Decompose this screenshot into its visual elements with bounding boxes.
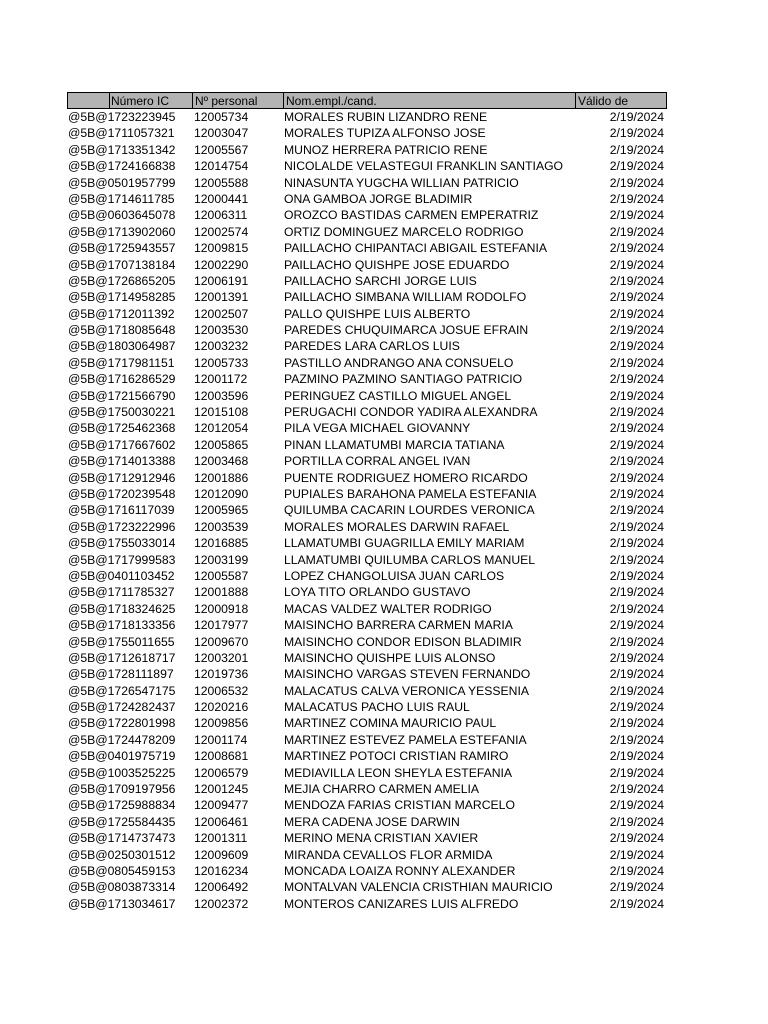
cell-valid-from: 2/19/2024 — [609, 241, 664, 256]
cell-name: PAREDES LARA CARLOS LUIS — [284, 339, 460, 354]
cell-numero-ic: @5B@1803064987 — [68, 339, 176, 354]
cell-personal: 12003232 — [194, 339, 249, 354]
cell-numero-ic: @5B@0805459153 — [68, 863, 176, 878]
cell-name: MAISINCHO QUISHPE LUIS ALONSO — [284, 650, 496, 665]
cell-personal: 12002290 — [194, 257, 249, 272]
cell-valid-from: 2/19/2024 — [609, 667, 664, 682]
cell-personal: 12020216 — [194, 700, 249, 715]
cell-personal: 12003530 — [194, 323, 249, 338]
cell-numero-ic: @5B@1724282437 — [68, 700, 176, 715]
cell-numero-ic: @5B@1717981151 — [68, 355, 175, 370]
table-row — [67, 584, 667, 600]
cell-personal: 12019736 — [194, 667, 249, 682]
cell-personal: 12005965 — [194, 503, 249, 518]
cell-numero-ic: @5B@0501957799 — [68, 175, 176, 190]
cell-personal: 12001174 — [194, 732, 248, 747]
cell-personal: 12015108 — [194, 405, 249, 420]
cell-valid-from: 2/19/2024 — [609, 847, 664, 862]
table-row — [67, 552, 667, 568]
cell-valid-from: 2/19/2024 — [609, 323, 664, 338]
cell-valid-from: 2/19/2024 — [609, 159, 664, 174]
table-row — [67, 191, 667, 207]
cell-personal: 12009815 — [194, 241, 249, 256]
cell-name: MORALES RUBIN LIZANDRO RENE — [284, 110, 488, 124]
cell-numero-ic: @5B@1717667602 — [68, 437, 176, 452]
cell-valid-from: 2/19/2024 — [609, 208, 664, 223]
cell-name: PINAN LLAMATUMBI MARCIA TATIANA — [284, 437, 505, 452]
table-row — [67, 814, 667, 830]
cell-numero-ic: @5B@1718324625 — [68, 601, 176, 616]
cell-valid-from: 2/19/2024 — [609, 716, 664, 731]
cell-numero-ic: @5B@1724478209 — [68, 732, 176, 747]
table-row — [67, 273, 667, 289]
cell-personal: 12001311 — [194, 831, 248, 846]
table-row — [67, 863, 667, 879]
table-row — [67, 224, 667, 240]
cell-valid-from: 2/19/2024 — [609, 110, 664, 124]
cell-valid-from: 2/19/2024 — [609, 618, 664, 633]
cell-name: ORTIZ DOMINGUEZ MARCELO RODRIGO — [284, 224, 524, 239]
cell-numero-ic: @5B@1711785327 — [68, 585, 175, 600]
table-row — [67, 338, 667, 354]
cell-name: MERINO MENA CRISTIAN XAVIER — [284, 831, 479, 846]
cell-valid-from: 2/19/2024 — [609, 831, 664, 846]
cell-numero-ic: @5B@1718085648 — [68, 323, 176, 338]
column-divider — [283, 93, 284, 108]
cell-name: LOYA TITO ORLANDO GUSTAVO — [284, 585, 471, 600]
cell-personal: 12001391 — [194, 290, 249, 305]
cell-valid-from: 2/19/2024 — [609, 175, 664, 190]
cell-personal: 12014754 — [194, 159, 249, 174]
cell-valid-from: 2/19/2024 — [609, 273, 664, 288]
cell-personal: 12009609 — [194, 847, 249, 862]
cell-numero-ic: @5B@1713034617 — [68, 896, 176, 911]
header-numero-ic: Número IC — [111, 94, 170, 108]
cell-valid-from: 2/19/2024 — [609, 421, 664, 436]
cell-valid-from: 2/19/2024 — [609, 650, 664, 665]
cell-personal: 12006191 — [194, 273, 249, 288]
cell-numero-ic: @5B@1723222996 — [68, 519, 176, 534]
cell-personal: 12000441 — [194, 191, 249, 206]
cell-valid-from: 2/19/2024 — [609, 224, 664, 239]
cell-valid-from: 2/19/2024 — [609, 405, 664, 420]
table-row — [67, 797, 667, 813]
cell-numero-ic: @5B@1714737473 — [68, 831, 176, 846]
cell-numero-ic: @5B@1713351342 — [68, 142, 176, 157]
cell-personal: 12005567 — [194, 142, 249, 157]
cell-valid-from: 2/19/2024 — [609, 290, 664, 305]
cell-valid-from: 2/19/2024 — [609, 798, 664, 813]
cell-numero-ic: @5B@1717999583 — [68, 552, 176, 567]
cell-numero-ic: @5B@0401103452 — [68, 568, 175, 583]
cell-valid-from: 2/19/2024 — [609, 503, 664, 518]
table-row — [67, 683, 667, 699]
cell-valid-from: 2/19/2024 — [609, 749, 664, 764]
table-row — [67, 781, 667, 797]
cell-name: MAISINCHO VARGAS STEVEN FERNANDO — [284, 667, 531, 682]
table-row — [67, 748, 667, 764]
cell-name: PUPIALES BARAHONA PAMELA ESTEFANIA — [284, 486, 537, 501]
column-divider — [575, 93, 576, 108]
table-row — [67, 519, 667, 535]
cell-numero-ic: @5B@1003525225 — [68, 765, 176, 780]
cell-valid-from: 2/19/2024 — [609, 683, 664, 698]
cell-numero-ic: @5B@1712912946 — [68, 470, 176, 485]
cell-name: PUENTE RODRIGUEZ HOMERO RICARDO — [284, 470, 528, 485]
table-row — [67, 109, 667, 125]
cell-numero-ic: @5B@1755011655 — [68, 634, 175, 649]
cell-numero-ic: @5B@1716286529 — [68, 372, 176, 387]
cell-name: PAILLACHO QUISHPE JOSE EDUARDO — [284, 257, 510, 272]
cell-valid-from: 2/19/2024 — [609, 191, 664, 206]
cell-personal: 12009670 — [194, 634, 249, 649]
cell-name: OROZCO BASTIDAS CARMEN EMPERATRIZ — [284, 208, 539, 223]
table-row — [67, 732, 667, 748]
cell-name: PILA VEGA MICHAEL GIOVANNY — [284, 421, 471, 436]
cell-numero-ic: @5B@0603645078 — [68, 208, 176, 223]
table-row — [67, 666, 667, 682]
table-row — [67, 322, 667, 338]
cell-personal: 12005588 — [194, 175, 249, 190]
cell-valid-from: 2/19/2024 — [609, 634, 664, 649]
table-row — [67, 158, 667, 174]
employee-table — [67, 92, 667, 912]
cell-numero-ic: @5B@1721566790 — [68, 388, 176, 403]
table-row — [67, 699, 667, 715]
header-name: Nom.empl./cand. — [286, 94, 377, 108]
table-row — [67, 601, 667, 617]
cell-valid-from: 2/19/2024 — [609, 585, 664, 600]
table-row — [67, 896, 667, 912]
cell-name: LLAMATUMBI QUILUMBA CARLOS MANUEL — [284, 552, 536, 567]
cell-name: MEJIA CHARRO CARMEN AMELIA — [284, 782, 480, 797]
cell-personal: 12012090 — [194, 486, 249, 501]
cell-valid-from: 2/19/2024 — [609, 880, 664, 895]
cell-valid-from: 2/19/2024 — [609, 257, 664, 272]
table-row — [67, 355, 667, 371]
cell-personal: 12005587 — [194, 568, 249, 583]
cell-numero-ic: @5B@1750030221 — [68, 405, 176, 420]
table-row — [67, 568, 667, 584]
cell-valid-from: 2/19/2024 — [609, 863, 664, 878]
cell-numero-ic: @5B@1707138184 — [68, 257, 176, 272]
cell-name: MORALES TUPIZA ALFONSO JOSE — [284, 126, 486, 141]
cell-valid-from: 2/19/2024 — [609, 470, 664, 485]
cell-personal: 12008681 — [194, 749, 249, 764]
cell-personal: 12003201 — [194, 650, 249, 665]
header-personal: Nº personal — [195, 94, 258, 108]
table-row — [67, 453, 667, 469]
cell-name: MARTINEZ POTOCI CRISTIAN RAMIRO — [284, 749, 509, 764]
cell-numero-ic: @5B@0250301512 — [68, 847, 176, 862]
table-row — [67, 830, 667, 846]
cell-valid-from: 2/19/2024 — [609, 142, 664, 157]
cell-personal: 12003199 — [194, 552, 249, 567]
cell-personal: 12006461 — [194, 814, 249, 829]
cell-valid-from: 2/19/2024 — [609, 536, 664, 551]
table-row — [67, 257, 667, 273]
cell-valid-from: 2/19/2024 — [609, 782, 664, 797]
cell-valid-from: 2/19/2024 — [609, 355, 664, 370]
table-row — [67, 715, 667, 731]
cell-name: PASTILLO ANDRANGO ANA CONSUELO — [284, 355, 514, 370]
cell-valid-from: 2/19/2024 — [609, 814, 664, 829]
cell-name: NINASUNTA YUGCHA WILLIAN PATRICIO — [284, 175, 519, 190]
cell-personal: 12005734 — [194, 110, 249, 124]
cell-numero-ic: @5B@1726865205 — [68, 273, 176, 288]
cell-name: MORALES MORALES DARWIN RAFAEL — [284, 519, 510, 534]
cell-numero-ic: @5B@1725462368 — [68, 421, 176, 436]
cell-numero-ic: @5B@1728111897 — [68, 667, 174, 682]
cell-numero-ic: @5B@0401975719 — [68, 749, 176, 764]
cell-numero-ic: @5B@1725988834 — [68, 798, 176, 813]
cell-valid-from: 2/19/2024 — [609, 126, 664, 141]
cell-name: QUILUMBA CACARIN LOURDES VERONICA — [284, 503, 535, 518]
cell-name: MAISINCHO CONDOR EDISON BLADIMIR — [284, 634, 522, 649]
cell-name: MONTEROS CANIZARES LUIS ALFREDO — [284, 896, 519, 911]
table-row — [67, 404, 667, 420]
table-row — [67, 388, 667, 404]
cell-name: PAZMINO PAZMINO SANTIAGO PATRICIO — [284, 372, 523, 387]
cell-numero-ic: @5B@1716117039 — [68, 503, 175, 518]
table-row — [67, 634, 667, 650]
cell-personal: 12005865 — [194, 437, 249, 452]
cell-valid-from: 2/19/2024 — [609, 454, 664, 469]
cell-numero-ic: @5B@1724166838 — [68, 159, 176, 174]
cell-personal: 12005733 — [194, 355, 249, 370]
table-row — [67, 535, 667, 551]
cell-name: MACAS VALDEZ WALTER RODRIGO — [284, 601, 492, 616]
cell-name: MALACATUS PACHO LUIS RAUL — [284, 700, 470, 715]
cell-valid-from: 2/19/2024 — [609, 372, 664, 387]
cell-personal: 12002372 — [194, 896, 249, 911]
cell-personal: 12001888 — [194, 585, 249, 600]
table-row — [67, 175, 667, 191]
table-row — [67, 240, 667, 256]
table-header — [67, 92, 667, 109]
cell-numero-ic: @5B@1726547175 — [68, 683, 176, 698]
table-row — [67, 437, 667, 453]
cell-numero-ic: @5B@1725584435 — [68, 814, 176, 829]
cell-name: PERINGUEZ CASTILLO MIGUEL ANGEL — [284, 388, 512, 403]
cell-numero-ic: @5B@1722801998 — [68, 716, 176, 731]
table-row — [67, 502, 667, 518]
cell-numero-ic: @5B@1711057321 — [68, 126, 175, 141]
cell-valid-from: 2/19/2024 — [609, 601, 664, 616]
cell-personal: 12001886 — [194, 470, 249, 485]
cell-valid-from: 2/19/2024 — [609, 896, 664, 911]
cell-personal: 12009477 — [194, 798, 249, 813]
table-row — [67, 650, 667, 666]
cell-personal: 12006579 — [194, 765, 249, 780]
table-row — [67, 470, 667, 486]
table-body — [67, 109, 667, 912]
cell-numero-ic: @5B@0803873314 — [68, 880, 176, 895]
cell-valid-from: 2/19/2024 — [609, 437, 664, 452]
cell-personal: 12016234 — [194, 863, 249, 878]
cell-name: MUNOZ HERRERA PATRICIO RENE — [284, 142, 488, 157]
cell-numero-ic: @5B@1712011392 — [68, 306, 175, 321]
cell-personal: 12006311 — [194, 208, 248, 223]
table-row — [67, 765, 667, 781]
table-row — [67, 371, 667, 387]
header-valid-from: Válido de — [578, 94, 629, 108]
table-row — [67, 486, 667, 502]
cell-name: MAISINCHO BARRERA CARMEN MARIA — [284, 618, 513, 633]
cell-name: NICOLALDE VELASTEGUI FRANKLIN SANTIAGO — [284, 159, 564, 174]
cell-valid-from: 2/19/2024 — [609, 486, 664, 501]
cell-numero-ic: @5B@1723223945 — [68, 110, 176, 124]
cell-name: MONCADA LOAIZA RONNY ALEXANDER — [284, 863, 516, 878]
cell-name: PERUGACHI CONDOR YADIRA ALEXANDRA — [284, 405, 538, 420]
cell-personal: 12012054 — [194, 421, 249, 436]
cell-name: MARTINEZ ESTEVEZ PAMELA ESTEFANIA — [284, 732, 527, 747]
cell-valid-from: 2/19/2024 — [609, 732, 664, 747]
cell-name: MERA CADENA JOSE DARWIN — [284, 814, 460, 829]
cell-valid-from: 2/19/2024 — [609, 519, 664, 534]
cell-valid-from: 2/19/2024 — [609, 306, 664, 321]
cell-personal: 12016885 — [194, 536, 249, 551]
cell-name: PORTILLA CORRAL ANGEL IVAN — [284, 454, 471, 469]
cell-name: MEDIAVILLA LEON SHEYLA ESTEFANIA — [284, 765, 513, 780]
cell-personal: 12017977 — [194, 618, 249, 633]
cell-numero-ic: @5B@1714958285 — [68, 290, 176, 305]
cell-personal: 12003468 — [194, 454, 249, 469]
cell-personal: 12002574 — [194, 224, 249, 239]
cell-personal: 12006532 — [194, 683, 249, 698]
cell-personal: 12000918 — [194, 601, 249, 616]
cell-numero-ic: @5B@1714013388 — [68, 454, 176, 469]
cell-valid-from: 2/19/2024 — [609, 339, 664, 354]
cell-personal: 12003539 — [194, 519, 249, 534]
cell-name: PAILLACHO CHIPANTACI ABIGAIL ESTEFANIA — [284, 241, 548, 256]
cell-name: PALLO QUISHPE LUIS ALBERTO — [284, 306, 471, 321]
column-divider — [192, 93, 193, 108]
cell-personal: 12003047 — [194, 126, 249, 141]
table-row — [67, 420, 667, 436]
cell-numero-ic: @5B@1712618717 — [68, 650, 176, 665]
cell-numero-ic: @5B@1755033014 — [68, 536, 176, 551]
cell-numero-ic: @5B@1720239548 — [68, 486, 176, 501]
cell-name: LLAMATUMBI GUAGRILLA EMILY MARIAM — [284, 536, 525, 551]
cell-name: MONTALVAN VALENCIA CRISTHIAN MAURICIO — [284, 880, 553, 895]
table-row — [67, 847, 667, 863]
cell-personal: 12001172 — [194, 372, 248, 387]
cell-numero-ic: @5B@1709197956 — [68, 782, 176, 797]
cell-valid-from: 2/19/2024 — [609, 388, 664, 403]
table-row — [67, 617, 667, 633]
cell-valid-from: 2/19/2024 — [609, 765, 664, 780]
cell-valid-from: 2/19/2024 — [609, 568, 664, 583]
cell-name: MALACATUS CALVA VERONICA YESSENIA — [284, 683, 529, 698]
cell-numero-ic: @5B@1714611785 — [68, 191, 175, 206]
cell-name: MARTINEZ COMINA MAURICIO PAUL — [284, 716, 497, 731]
cell-name: MENDOZA FARIAS CRISTIAN MARCELO — [284, 798, 515, 813]
cell-numero-ic: @5B@1725943557 — [68, 241, 176, 256]
cell-name: PAILLACHO SIMBANA WILLIAM RODOLFO — [284, 290, 527, 305]
cell-name: LOPEZ CHANGOLUISA JUAN CARLOS — [284, 568, 505, 583]
cell-name: PAILLACHO SARCHI JORGE LUIS — [284, 273, 477, 288]
cell-numero-ic: @5B@1713902060 — [68, 224, 176, 239]
cell-personal: 12006492 — [194, 880, 249, 895]
cell-name: ONA GAMBOA JORGE BLADIMIR — [284, 191, 473, 206]
column-divider — [109, 93, 110, 108]
cell-valid-from: 2/19/2024 — [609, 552, 664, 567]
cell-personal: 12002507 — [194, 306, 249, 321]
table-row — [67, 207, 667, 223]
cell-personal: 12009856 — [194, 716, 249, 731]
cell-valid-from: 2/19/2024 — [609, 700, 664, 715]
table-row — [67, 306, 667, 322]
cell-personal: 12003596 — [194, 388, 249, 403]
table-row — [67, 879, 667, 895]
table-row — [67, 142, 667, 158]
cell-numero-ic: @5B@1718133356 — [68, 618, 176, 633]
cell-name: PAREDES CHUQUIMARCA JOSUE EFRAIN — [284, 323, 529, 338]
cell-personal: 12001245 — [194, 782, 249, 797]
cell-name: MIRANDA CEVALLOS FLOR ARMIDA — [284, 847, 493, 862]
table-row — [67, 289, 667, 305]
table-row — [67, 125, 667, 141]
